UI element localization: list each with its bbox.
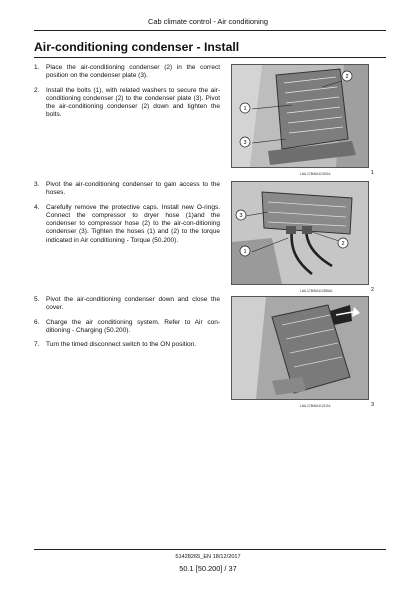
step-number: 5. (34, 296, 40, 303)
figure-code: LAIL17BWA1125BAA (300, 289, 333, 293)
figure-number: 1 (371, 170, 374, 176)
step-text: Install the bolts (1), with related washers to secure the air-conditioning condenser (2) to the condenser plate (3). Pivot the air-conditioning condenser (2) down and tighten the bolts. (46, 86, 220, 119)
callout-3: 3 (239, 213, 243, 219)
callout-3: 3 (243, 140, 247, 146)
step-item (34, 64, 220, 81)
step-text: Carefully remove the protective caps. Install new O-rings. Connect the compressor to dryer hose (1)and the condenser to compressor hose (2) to the air-con-ditioning condenser (3). Tighten the hoses (1) and (2) to the torque indicated in Air conditioning - Torque (50.200). (46, 203, 220, 244)
step-text: Place the air-conditioning condenser (2) in the correct position on the condenser plate (3). (46, 64, 220, 80)
step-number: 7. (34, 341, 40, 349)
step-text: Charge the air conditioning system. Refer to Air con-ditioning - Charging (50.200). (46, 318, 220, 334)
step-item (34, 87, 220, 120)
step-number: 3. (34, 181, 40, 188)
figure-number: 3 (371, 402, 374, 408)
condenser-photo-3 (231, 296, 369, 400)
step-number: 6. (34, 318, 40, 326)
callout-2: 2 (341, 241, 345, 247)
steps-group-2 (34, 181, 220, 251)
figure-code: LAIL17BWA1121GA (300, 404, 331, 408)
step-item (34, 319, 220, 336)
figure-number: 2 (371, 287, 374, 293)
callout-2: 2 (345, 74, 349, 80)
callout-1: 1 (243, 249, 247, 255)
page-number: 50.1 [50.200] / 37 (179, 564, 237, 573)
step-text: Pivot the air-conditioning condenser down and close the cover. (46, 296, 220, 312)
step-text: Pivot the air-conditioning condenser to gain access to the hoses. (46, 181, 220, 197)
step-item (34, 204, 220, 245)
section-header: Cab climate control - Air conditioning (148, 17, 268, 26)
callout-1: 1 (243, 106, 247, 112)
figure-2-callouts (231, 181, 367, 283)
step-item (34, 341, 220, 349)
step-item (34, 181, 220, 198)
step-number: 4. (34, 203, 40, 211)
page-title: Air-conditioning condenser - Install (34, 40, 240, 54)
step-text: Turn the timed disconnect switch to the ON position. (46, 341, 197, 349)
document-code: 51428265_EN 18/12/2017 (175, 554, 241, 560)
header-rule (34, 30, 386, 31)
step-item (34, 296, 220, 313)
title-rule (34, 57, 386, 58)
step-number: 1. (34, 64, 40, 71)
step-number: 2. (34, 86, 40, 94)
figure-1-callouts (231, 64, 367, 166)
figure-code: LAIL17BWA1130GA (300, 172, 331, 176)
steps-group-3 (34, 296, 220, 355)
footer-rule (34, 549, 386, 550)
steps-group-1 (34, 64, 220, 126)
